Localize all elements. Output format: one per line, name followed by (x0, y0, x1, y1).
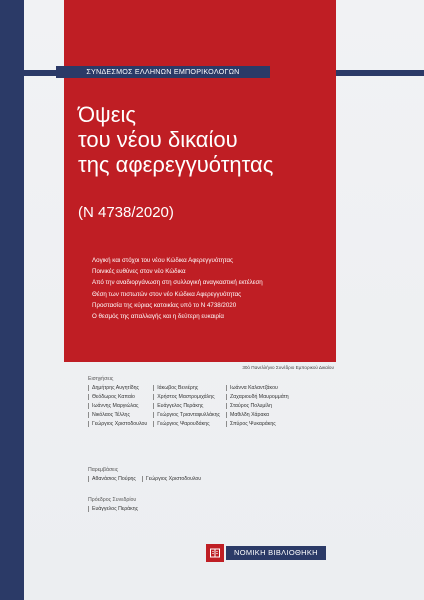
chair-section (88, 497, 138, 512)
speaker-name: Σταύρος Πολυμίλη (226, 403, 289, 409)
conference-note: 30ό Πανελλήνιο Συνέδριο Εμπορικού Δικαίου (242, 365, 334, 370)
publisher-block (206, 544, 326, 562)
speaker-name: Δημήτρης Αυγητίδης (88, 385, 147, 391)
chair-name: Ευάγγελος Περάκης (88, 506, 138, 512)
chair-row (88, 506, 138, 512)
topics-list (92, 255, 332, 322)
speaker-name: Γεώργιος Ψαρουδάκης (153, 421, 220, 427)
speaker-name: Θεόδωρος Καπαίο (88, 394, 147, 400)
speaker-name: Ιωάννης Μαργιώλας (88, 403, 147, 409)
book-emblem-icon (206, 544, 224, 562)
topic-item: Από την αναδιοργάνωση στη συλλογική αναγκαστική εκτέλεση (92, 279, 263, 287)
chair-label: Πρόεδρος Συνεδρίου (88, 497, 137, 503)
topic-item: Προστασία της κύριας κατοικίας υπό το Ν 4738/2020 (92, 301, 237, 309)
interventions-row (88, 476, 201, 482)
speaker-name: Ζαχαριουδή Μαυρομμάτη (226, 394, 289, 400)
speaker-name: Νικόλαος Τέλλης (88, 412, 147, 418)
speaker-name: Χρήστος Μαστρομιχάλης (153, 394, 220, 400)
interventions-label: Παρεμβάσεις (88, 467, 119, 473)
topic-item: Ποινικές ευθύνες στον νέο Κώδικα (92, 268, 186, 276)
speaker-name: Γεώργιος Τριανταφυλλάκης (153, 412, 220, 418)
topic-item: Λογική και στόχοι του νέου Κώδικα Αφερεγγυότητας (92, 257, 234, 264)
title-line-1: Όψεις (78, 102, 137, 127)
association-label: ΣΥΝΔΕΣΜΟΣ ΕΛΛΗΝΩΝ ΕΜΠΟΡΙΚΟΛΟΓΩΝ (56, 66, 270, 78)
title-line-2: του νέου δικαίου (78, 127, 238, 152)
topic-item: Ο θεσμός της απαλλαγής και η δεύτερη ευκαιρία (92, 313, 224, 321)
interventions-section (88, 467, 201, 482)
speaker-name: Μαθιλδη Χάρακα (226, 412, 289, 418)
speaker-name: Ιάκωβος Βενιέρης (153, 385, 220, 391)
speakers-section (88, 376, 289, 427)
topic-item: Θέση των πιστωτών στον νέο Κώδικα Αφερεγγυότητας (92, 290, 242, 298)
book-subtitle: (Ν 4738/2020) (78, 204, 174, 221)
book-title (78, 102, 328, 177)
speaker-name: Ιωάννα Καλαντζάκου (226, 385, 289, 391)
speaker-name: Ευάγγελος Περάκης (153, 403, 220, 409)
left-navy-bar (0, 0, 24, 600)
speakers-grid (88, 385, 289, 427)
speaker-name: Σπύρος Ψυκαράκης (226, 421, 289, 427)
intervention-name: Αθανάσιος Πούρης (88, 476, 136, 482)
speaker-name: Γεώργιος Χριστοδουλου (88, 421, 147, 427)
publisher-name: ΝΟΜΙΚΗ ΒΙΒΛΙΟΘΗΚΗ (226, 546, 326, 560)
title-line-3: της αφερεγγυότητας (78, 152, 274, 177)
speakers-label: Εισηγήσεις (88, 376, 114, 382)
intervention-name: Γεώργιος Χριστοδουλου (142, 476, 201, 482)
